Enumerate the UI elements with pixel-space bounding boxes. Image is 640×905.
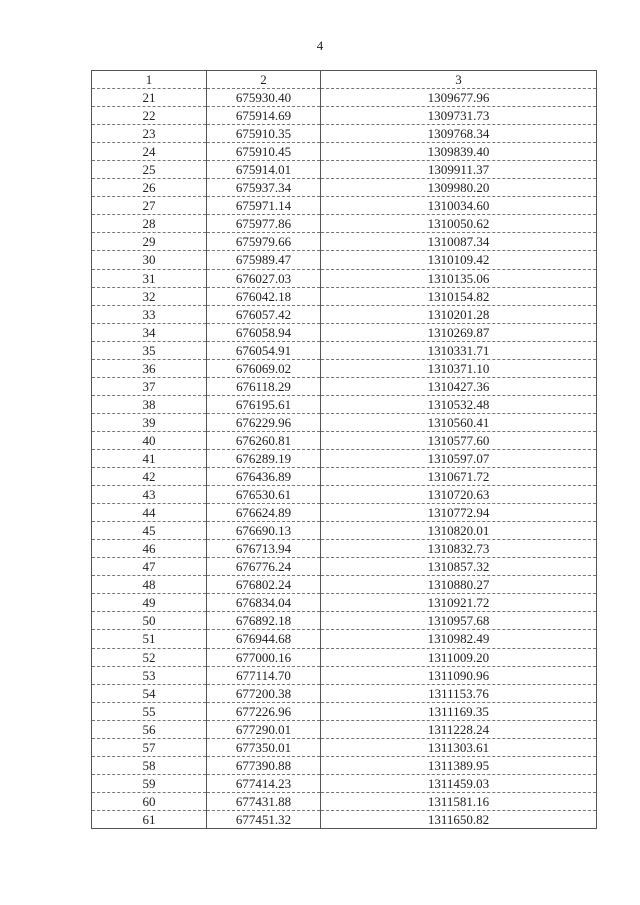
y-coordinate-cell: 1310532.48 xyxy=(321,395,597,413)
point-number-cell: 30 xyxy=(92,251,207,269)
column-header-3: 3 xyxy=(321,71,597,89)
table-row xyxy=(92,486,597,504)
y-coordinate-cell: 1310720.63 xyxy=(321,486,597,504)
y-coordinate-cell: 1310331.71 xyxy=(321,341,597,359)
x-coordinate-cell: 676624.89 xyxy=(207,504,321,522)
table-row xyxy=(92,233,597,251)
point-number-cell: 46 xyxy=(92,540,207,558)
y-coordinate-cell: 1310109.42 xyxy=(321,251,597,269)
table-row xyxy=(92,323,597,341)
x-coordinate-cell: 676776.24 xyxy=(207,558,321,576)
x-coordinate-cell: 676944.68 xyxy=(207,630,321,648)
x-coordinate-cell: 676892.18 xyxy=(207,612,321,630)
point-number-cell: 22 xyxy=(92,107,207,125)
table-row xyxy=(92,792,597,810)
table-row xyxy=(92,287,597,305)
x-coordinate-cell: 676289.19 xyxy=(207,449,321,467)
y-coordinate-cell: 1311650.82 xyxy=(321,810,597,828)
x-coordinate-cell: 676195.61 xyxy=(207,395,321,413)
y-coordinate-cell: 1309980.20 xyxy=(321,179,597,197)
x-coordinate-cell: 677200.38 xyxy=(207,684,321,702)
y-coordinate-cell: 1310050.62 xyxy=(321,215,597,233)
point-number-cell: 34 xyxy=(92,323,207,341)
x-coordinate-cell: 675977.86 xyxy=(207,215,321,233)
y-coordinate-cell: 1311389.95 xyxy=(321,756,597,774)
y-coordinate-cell: 1310154.82 xyxy=(321,287,597,305)
x-coordinate-cell: 677000.16 xyxy=(207,648,321,666)
table-row xyxy=(92,558,597,576)
page-number: 4 xyxy=(316,38,324,53)
point-number-cell: 42 xyxy=(92,468,207,486)
table-row xyxy=(92,738,597,756)
point-number-cell: 58 xyxy=(92,756,207,774)
y-coordinate-cell: 1310371.10 xyxy=(321,359,597,377)
x-coordinate-cell: 676690.13 xyxy=(207,522,321,540)
x-coordinate-cell: 675937.34 xyxy=(207,179,321,197)
x-coordinate-cell: 675914.69 xyxy=(207,107,321,125)
point-number-cell: 55 xyxy=(92,702,207,720)
point-number-cell: 48 xyxy=(92,576,207,594)
x-coordinate-cell: 675971.14 xyxy=(207,197,321,215)
table-row xyxy=(92,810,597,828)
table-row xyxy=(92,269,597,287)
table-row xyxy=(92,395,597,413)
x-coordinate-cell: 675910.45 xyxy=(207,143,321,161)
point-number-cell: 23 xyxy=(92,125,207,143)
x-coordinate-cell: 676057.42 xyxy=(207,305,321,323)
x-coordinate-cell: 677350.01 xyxy=(207,738,321,756)
x-coordinate-cell: 676713.94 xyxy=(207,540,321,558)
y-coordinate-cell: 1311090.96 xyxy=(321,666,597,684)
point-number-cell: 44 xyxy=(92,504,207,522)
y-coordinate-cell: 1311009.20 xyxy=(321,648,597,666)
y-coordinate-cell: 1310982.49 xyxy=(321,630,597,648)
table-row xyxy=(92,197,597,215)
point-number-cell: 36 xyxy=(92,359,207,377)
point-number-cell: 35 xyxy=(92,341,207,359)
y-coordinate-cell: 1310427.36 xyxy=(321,377,597,395)
table-row xyxy=(92,576,597,594)
point-number-cell: 54 xyxy=(92,684,207,702)
point-number-cell: 38 xyxy=(92,395,207,413)
table-row xyxy=(92,540,597,558)
x-coordinate-cell: 676436.89 xyxy=(207,468,321,486)
table-row xyxy=(92,594,597,612)
table-row xyxy=(92,774,597,792)
point-number-cell: 59 xyxy=(92,774,207,792)
x-coordinate-cell: 676118.29 xyxy=(207,377,321,395)
point-number-cell: 52 xyxy=(92,648,207,666)
column-header-2: 2 xyxy=(207,71,321,89)
y-coordinate-cell: 1310880.27 xyxy=(321,576,597,594)
table-row xyxy=(92,143,597,161)
table-row xyxy=(92,125,597,143)
point-number-cell: 40 xyxy=(92,431,207,449)
x-coordinate-cell: 675930.40 xyxy=(207,89,321,107)
y-coordinate-cell: 1310034.60 xyxy=(321,197,597,215)
y-coordinate-cell: 1310269.87 xyxy=(321,323,597,341)
x-coordinate-cell: 677114.70 xyxy=(207,666,321,684)
y-coordinate-cell: 1310772.94 xyxy=(321,504,597,522)
point-number-cell: 53 xyxy=(92,666,207,684)
x-coordinate-cell: 676069.02 xyxy=(207,359,321,377)
table-row xyxy=(92,359,597,377)
y-coordinate-cell: 1311228.24 xyxy=(321,720,597,738)
table-row xyxy=(92,341,597,359)
y-coordinate-cell: 1309677.96 xyxy=(321,89,597,107)
table-row xyxy=(92,107,597,125)
table-row xyxy=(92,449,597,467)
x-coordinate-cell: 676229.96 xyxy=(207,413,321,431)
x-coordinate-cell: 676802.24 xyxy=(207,576,321,594)
point-number-cell: 31 xyxy=(92,269,207,287)
y-coordinate-cell: 1311153.76 xyxy=(321,684,597,702)
column-header-1: 1 xyxy=(92,71,207,89)
table-row xyxy=(92,377,597,395)
point-number-cell: 33 xyxy=(92,305,207,323)
x-coordinate-cell: 677290.01 xyxy=(207,720,321,738)
table-row xyxy=(92,468,597,486)
x-coordinate-cell: 675989.47 xyxy=(207,251,321,269)
y-coordinate-cell: 1310577.60 xyxy=(321,431,597,449)
table-header xyxy=(92,71,597,89)
table-row xyxy=(92,720,597,738)
y-coordinate-cell: 1310201.28 xyxy=(321,305,597,323)
point-number-cell: 37 xyxy=(92,377,207,395)
x-coordinate-cell: 677414.23 xyxy=(207,774,321,792)
table-row xyxy=(92,522,597,540)
x-coordinate-cell: 676058.94 xyxy=(207,323,321,341)
x-coordinate-cell: 675979.66 xyxy=(207,233,321,251)
table-row xyxy=(92,251,597,269)
y-coordinate-cell: 1310671.72 xyxy=(321,468,597,486)
point-number-cell: 21 xyxy=(92,89,207,107)
header-row xyxy=(92,71,597,89)
x-coordinate-cell: 677431.88 xyxy=(207,792,321,810)
y-coordinate-cell: 1310597.07 xyxy=(321,449,597,467)
y-coordinate-cell: 1311169.35 xyxy=(321,702,597,720)
point-number-cell: 24 xyxy=(92,143,207,161)
point-number-cell: 56 xyxy=(92,720,207,738)
point-number-cell: 57 xyxy=(92,738,207,756)
point-number-cell: 45 xyxy=(92,522,207,540)
point-number-cell: 47 xyxy=(92,558,207,576)
y-coordinate-cell: 1310832.73 xyxy=(321,540,597,558)
table-row xyxy=(92,666,597,684)
y-coordinate-cell: 1311581.16 xyxy=(321,792,597,810)
point-number-cell: 26 xyxy=(92,179,207,197)
x-coordinate-cell: 676027.03 xyxy=(207,269,321,287)
x-coordinate-cell: 677226.96 xyxy=(207,702,321,720)
x-coordinate-cell: 675910.35 xyxy=(207,125,321,143)
y-coordinate-cell: 1311459.03 xyxy=(321,774,597,792)
point-number-cell: 28 xyxy=(92,215,207,233)
y-coordinate-cell: 1310087.34 xyxy=(321,233,597,251)
point-number-cell: 61 xyxy=(92,810,207,828)
y-coordinate-cell: 1310957.68 xyxy=(321,612,597,630)
y-coordinate-cell: 1310820.01 xyxy=(321,522,597,540)
table-row xyxy=(92,305,597,323)
x-coordinate-cell: 676530.61 xyxy=(207,486,321,504)
table-row xyxy=(92,89,597,107)
y-coordinate-cell: 1310857.32 xyxy=(321,558,597,576)
x-coordinate-cell: 676042.18 xyxy=(207,287,321,305)
table-row xyxy=(92,630,597,648)
point-number-cell: 29 xyxy=(92,233,207,251)
x-coordinate-cell: 676260.81 xyxy=(207,431,321,449)
x-coordinate-cell: 675914.01 xyxy=(207,161,321,179)
y-coordinate-cell: 1309911.37 xyxy=(321,161,597,179)
point-number-cell: 49 xyxy=(92,594,207,612)
point-number-cell: 50 xyxy=(92,612,207,630)
x-coordinate-cell: 677390.88 xyxy=(207,756,321,774)
table-row xyxy=(92,215,597,233)
point-number-cell: 43 xyxy=(92,486,207,504)
table-row xyxy=(92,179,597,197)
point-number-cell: 39 xyxy=(92,413,207,431)
y-coordinate-cell: 1310921.72 xyxy=(321,594,597,612)
point-number-cell: 60 xyxy=(92,792,207,810)
y-coordinate-cell: 1309768.34 xyxy=(321,125,597,143)
y-coordinate-cell: 1309839.40 xyxy=(321,143,597,161)
x-coordinate-cell: 676834.04 xyxy=(207,594,321,612)
y-coordinate-cell: 1311303.61 xyxy=(321,738,597,756)
table-row xyxy=(92,504,597,522)
table-row xyxy=(92,161,597,179)
table-row xyxy=(92,648,597,666)
y-coordinate-cell: 1310560.41 xyxy=(321,413,597,431)
table-row xyxy=(92,684,597,702)
coordinates-table xyxy=(91,70,597,829)
table-row xyxy=(92,431,597,449)
table-body xyxy=(92,89,597,829)
point-number-cell: 41 xyxy=(92,449,207,467)
point-number-cell: 27 xyxy=(92,197,207,215)
x-coordinate-cell: 677451.32 xyxy=(207,810,321,828)
table-row xyxy=(92,612,597,630)
point-number-cell: 32 xyxy=(92,287,207,305)
table-row xyxy=(92,756,597,774)
y-coordinate-cell: 1309731.73 xyxy=(321,107,597,125)
x-coordinate-cell: 676054.91 xyxy=(207,341,321,359)
point-number-cell: 51 xyxy=(92,630,207,648)
table-row xyxy=(92,413,597,431)
point-number-cell: 25 xyxy=(92,161,207,179)
y-coordinate-cell: 1310135.06 xyxy=(321,269,597,287)
table-row xyxy=(92,702,597,720)
